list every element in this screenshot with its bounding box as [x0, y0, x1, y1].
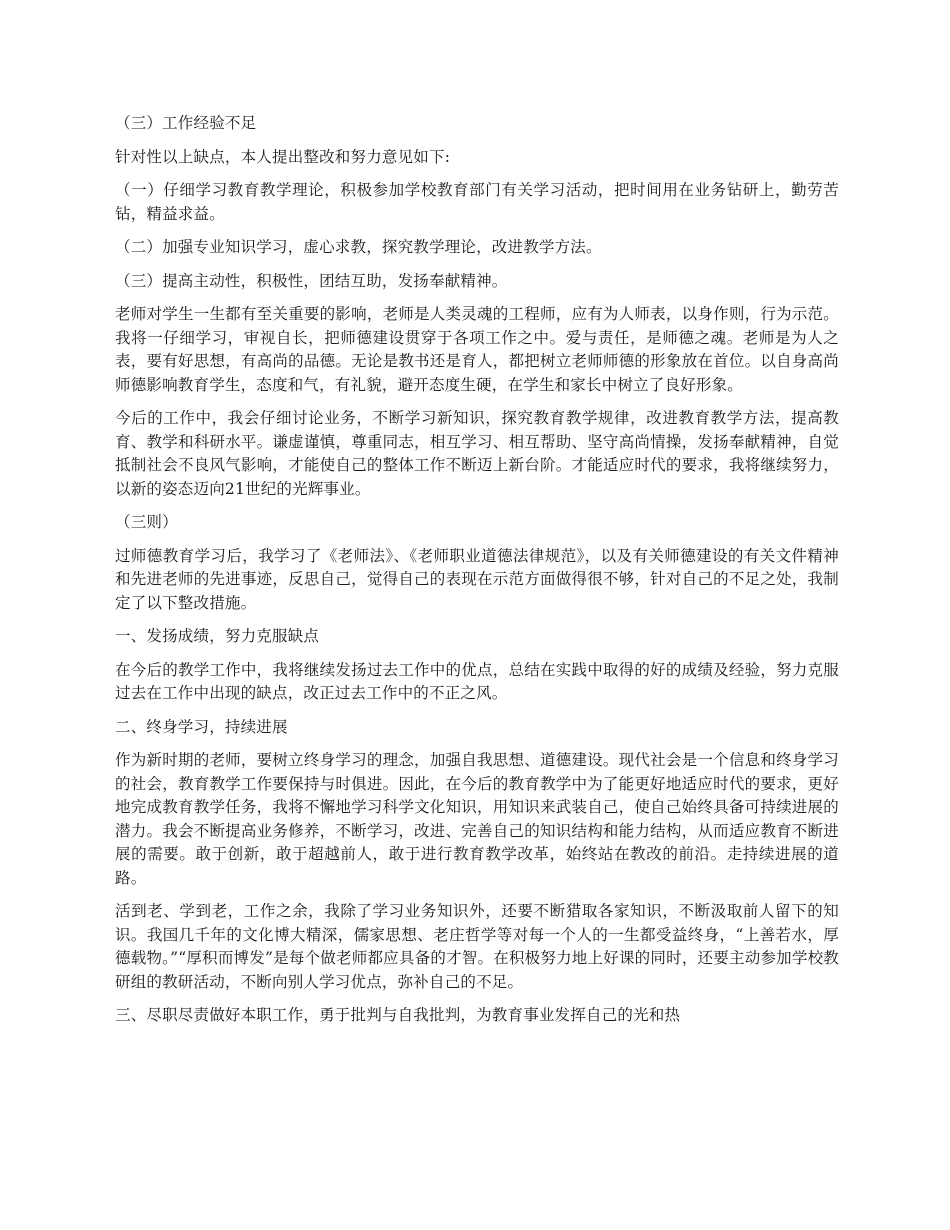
paragraph-teacher-influence: 老师对学生一生都有至关重要的影响，老师是人类灵魂的工程师，应有为人师表，以身作则，行为示范。我将一仔细学习，审视自长，把师德建设贯穿于各项工作之中。爱与责任，是师德之魂。老师是为人之表，要有好思想，有高尚的品德。无论是教书还是育人，都把树立老师师德的形象放在首位。以自身高尚师德影响教育学生，态度和气，有礼貌，避开态度生硬，在学生和家长中树立了良好形象。 — [115, 305, 839, 394]
heading-section-three: 三、尽职尽责做好本职工作，勇于批判与自我批判，为教育事业发挥自己的光和热 — [115, 1006, 681, 1024]
item-professional-knowledge: （二）加强专业知识学习，虚心求教，探究教学理论，改进教学方法。 — [115, 238, 602, 256]
paragraph-lifelong-learning: 作为新时期的老师，要树立终身学习的理念，加强自我思想、道德建设。现代社会是一个信息和终身学习的社会，教育教学工作要保持与时俱进。因此，在今后的教育教学中为了能更好地适应时代的要求，更好地完成教育教学任务，我将不懈地学习科学文化知识，用知识来武装自己，使自己始终具备可持续进展的潜力。我会不断提高业务修养，不断学习，改进、完善自己的知识结构和能力结构，从而适应教育不断进展的需要。敢于创新，敢于超越前人，敢于进行教育教学改革，始终站在教改的前沿。走持续进展的道路。 — [115, 751, 839, 887]
paragraph-section-one: 在今后的教学工作中，我将继续发扬过去工作中的优点，总结在实践中取得的好的成绩及经验，努力克服过去在工作中出现的缺点，改正过去工作中的不正之风。 — [115, 660, 839, 702]
heading-three-rules: （三则） — [115, 513, 178, 531]
item-initiative: （三）提高主动性，积极性，团结互助，发扬奉献精神。 — [115, 271, 508, 290]
document-body — [115, 112, 839, 1038]
paragraph-intro-rectification: 针对性以上缺点，本人提出整改和努力意见如下: — [115, 147, 451, 166]
paragraph-ethics-study: 过师德教育学习后，我学习了《老师法》、《老师职业道德法律规范》，以及有关师德建设的有关文件精神和先进老师的先进事迹，反思自己，觉得自己的表现在示范方面做得很不够，针对自己的不足之处，我制定了以下整改措施。 — [115, 546, 839, 612]
paragraph-future-work: 今后的工作中，我会仔细讨论业务，不断学习新知识，探究教育教学规律，改进教育教学方法，提高教育、教学和科研水平。谦虚谨慎，尊重同志，相互学习、相互帮助、坚守高尚情操，发扬奉献精神，自觉抵制社会不良风气影响，才能使自己的整体工作不断迈上新台阶。才能适应时代的要求，我将继续努力，以新的姿态迈向21世纪的光辉事业。 — [115, 409, 839, 498]
heading-section-two: 二、终身学习，持续进展 — [115, 717, 288, 736]
heading-work-experience: （三）工作经验不足 — [115, 114, 257, 132]
paragraph-keep-learning: 活到老、学到老，工作之余，我除了学习业务知识外，还要不断猎取各家知识，不断汲取前人留下的知识。我国几千年的文化博大精深，儒家思想、老庄哲学等对每一个人的一生都受益终身，“上善若水，厚德载物。”“厚积而博发”是每个做老师都应具备的才智。在积极努力地上好课的同时，还要主动参加学校教研组的教研活动，不断向别人学习优点，弥补自己的不足。 — [115, 902, 839, 991]
item-study-theory: （一）仔细学习教育教学理论，积极参加学校教育部门有关学习活动，把时间用在业务钻研上，勤劳苦钻，精益求益。 — [115, 181, 839, 223]
heading-section-one: 一、发扬成绩，努力克服缺点 — [115, 627, 320, 645]
